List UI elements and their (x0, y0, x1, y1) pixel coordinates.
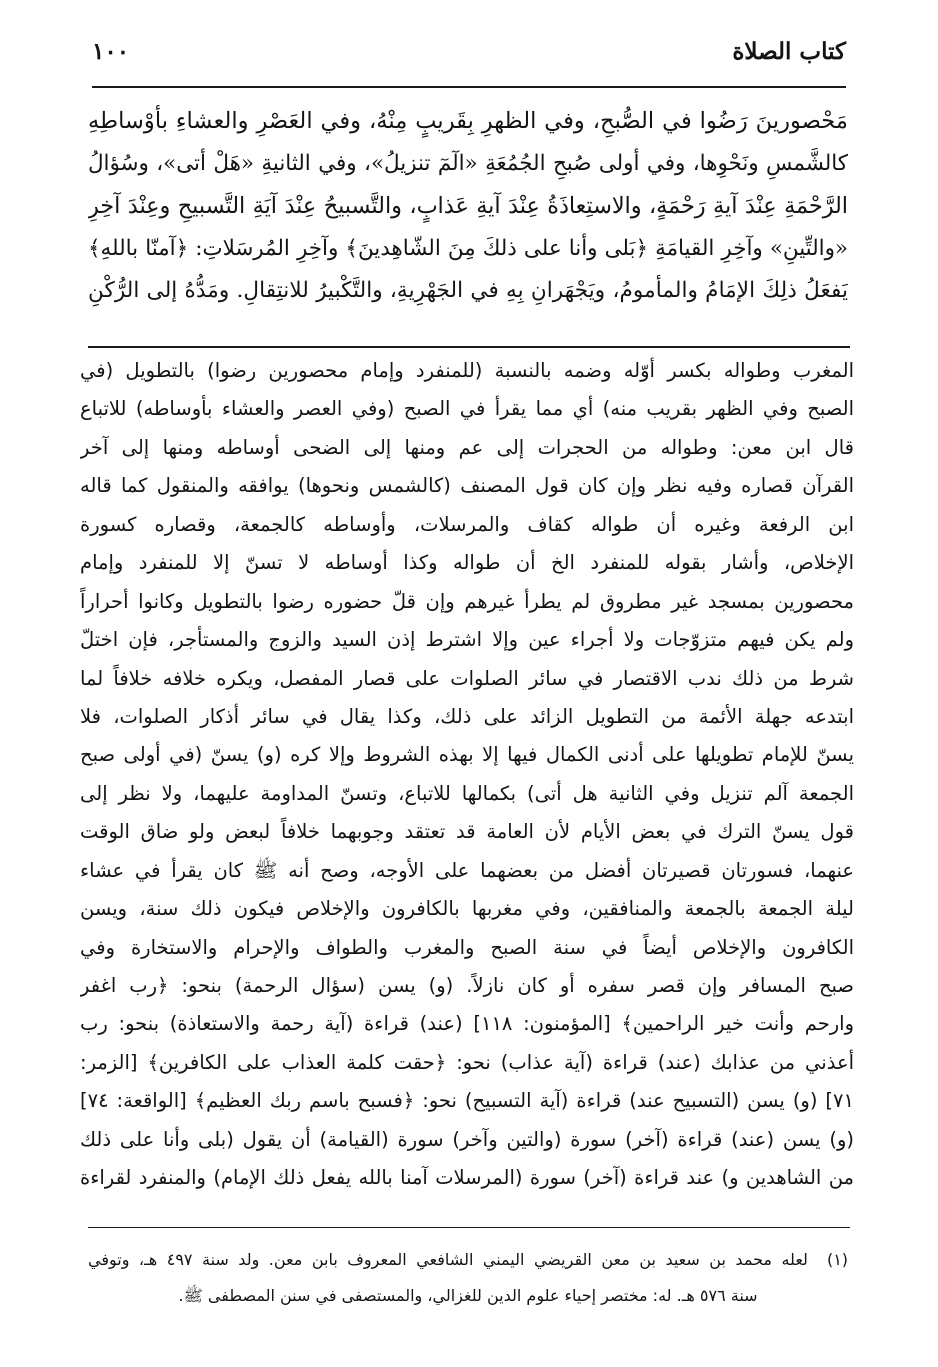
sharh-line: عنهما، فسورتان قصيرتان أفضل من بعضهما على الأوجه، وصح أنه ﷺ كان يقرأ في عشاء (80, 858, 854, 882)
footnote-line-2: سنة ٥٧٦ هـ. له: مختصر إحياء علوم الدين للغزالي، والمستصفى في سنن المصطفى ﷺ. (178, 1286, 758, 1305)
matn-line: الرَّحْمَةِ عِنْدَ آيةِ رَحْمَةٍ، والاستِعاذَةُ عِنْدَ آيةِ عَذابٍ، والتَّسبيحُ عِنْدَ آيَةِ التَّسبيحِ وعِنْدَ آخِرِ (88, 193, 848, 219)
sharh-line: ليلة الجمعة بالجمعة والمنافقين، وفي مغربها بالكافرون والإخلاص فيكون ذلك سنة، ويسن (80, 897, 854, 921)
sharh-line: من الشاهدين و) عند قراءة (آخر) سورة (المرسلات آمنا بالله يفعل ذلك الإمام) والمنفرد لقراءة (80, 1166, 854, 1190)
sharh-line: صبح المسافر وإن قصر سفره أو كان نازلاً. (و) يسن (سؤال الرحمة) بنحو: ﴿رب اغفر (80, 974, 854, 997)
sharh-line: الإخلاص، وأشار بقوله للمنفرد الخ أن طواله وكذا أوساطه لا تسنّ إلا للمنفرد وإمام (80, 551, 854, 575)
sharh-line: ابن الرفعة وغيره أن طواله كقاف والمرسلات، وأوساطه كالجمعة، وقصاره كسورة (80, 512, 854, 536)
sharh-line: القرآن قصاره وفيه نظر وإن كان قول المصنف (كالشمس ونحوها) يوافقه والمنقول كما قاله (80, 474, 854, 498)
sharh-line: ولم يكن فيهم متزوّجات ولا أجراء عين وإلا اشترط إذن السيد والزوج والمستأجر، فإن اختلّ (80, 628, 854, 652)
footnote (88, 1242, 848, 1314)
sharh-commentary (80, 352, 854, 1198)
matn-line: يَفعَلُ ذلِكَ الإمَامُ والمأمومُ، ويَجْهَرانِ بِهِ في الجَهْرِيةِ، والتَّكْبيرُ للانتِقالِ. ومَدُّهُ إلى الرُّكْنِ (88, 278, 848, 303)
running-header (92, 38, 846, 78)
footnote-text-1: لعله محمد بن سعيد بن معن القريضي اليمني الشافعي المعروف بابن معن. ولد سنة ٤٩٧ هـ، وتوفي (88, 1250, 808, 1269)
sharh-line: قول يسنّ الترك في بعض الأيام لأن العامة قد تعتقد وجوبهما خلافاً لبعض ولو ضاق الوقت (80, 820, 854, 844)
page-number: ١٠٠ (92, 38, 130, 65)
sharh-line: أعذني من عذابك (عند) قراءة (آية عذاب) نحو: ﴿حقت كلمة العذاب على الكافرين﴾ [الزمر: (80, 1050, 854, 1074)
matn-line: «والتِّينِ» وآخِرِ القيامَةِ ﴿بَلى وأنا على ذلكَ مِنَ الشّاهِدينَ﴾ وآخِرِ المُرسَلاتِ: ﴿آمنّا باللهِ﴾ (88, 235, 848, 261)
sharh-line: الصبح وفي الظهر بقريب منه) أي مما يقرأ في الصبح (وفي العصر والعشاء بأوساطه) للاتباع (80, 397, 854, 421)
footnote-marker: (١) (826, 1250, 848, 1269)
matn-line: كالشَّمسِ ونَحْوِها، وفي أولى صُبحِ الجُمُعَةِ «الٓمٓ تنزيلُ»، وفي الثانيةِ «هَلْ أتى»، وسُؤالُ (88, 150, 848, 176)
sharh-line: شرط من ذلك ندب الاقتصار في سائر الصلوات على قصار المفصل، ويكره خلافه خلافاً لما (80, 666, 854, 690)
sharh-line: المغرب وطواله بكسر أوّله وضمه بالنسبة (للمنفرد وإمام محصورين رضوا) بالتطويل (في (80, 359, 854, 382)
matn-sharh-divider (88, 346, 850, 348)
matn-line: مَحْصورينَ رَضُوا في الصُّبحِ، وفي الظهرِ بِقَريبٍ مِنْهُ، وفي العَصْرِ والعشاءِ بأوْساطِهِ (88, 108, 848, 134)
footnote-divider (88, 1227, 850, 1228)
chapter-title: كتاب الصلاة (732, 38, 846, 65)
sharh-line: قال ابن معن: وطواله من الحجرات إلى عم ومنها إلى الضحى أوساطه ومنها إلى آخر (80, 435, 854, 459)
sharh-line: ابتدعه جهلة الأئمة من التطويل الزائد على ذلك، وكذا يقال في سائر أذكار الصلوات، فلا (80, 704, 854, 728)
header-divider (92, 86, 846, 88)
sharh-line: محصورين بمسجد غير مطروق لم يطرأ غيرهم وإن قلّ حضوره رضوا بالتطويل وكانوا أحراراً (80, 589, 854, 613)
sharh-line: ٧١] (و) يسن (التسبيح عند) قراءة (آية التسبيح) نحو: ﴿فسبح باسم ربك العظيم﴾ [الواقعة: ٧٤] (80, 1089, 854, 1113)
sharh-line: الكافرون والإخلاص أيضاً في سنة الصبح والمغرب والطواف والإحرام والاستخارة وفي (80, 935, 854, 959)
sharh-line: وارحم وأنت خير الراحمين﴾ [المؤمنون: ١١٨] (عند) قراءة (آية رحمة والاستعاذة) بنحو: رب (80, 1012, 854, 1036)
sharh-line: الجمعة آلم تنزيل وفي الثانية هل أتى) بكمالها للاتباع، وتسنّ المداومة عليهما، ولا نظر إلى (80, 781, 854, 805)
footnote-line-1 (88, 1242, 848, 1278)
sharh-line: يسنّ للإمام تطويلها على أدنى الكمال فيها إلا بهذه الشروط وإلا كره (و) يسنّ (في أولى صبح (80, 743, 854, 767)
matn-text (88, 100, 848, 313)
sharh-line: (و) يسن (عند) قراءة (آخر) سورة (والتين وآخر) سورة (القيامة) أن يقول (بلى وأنا على ذلك (80, 1127, 854, 1151)
